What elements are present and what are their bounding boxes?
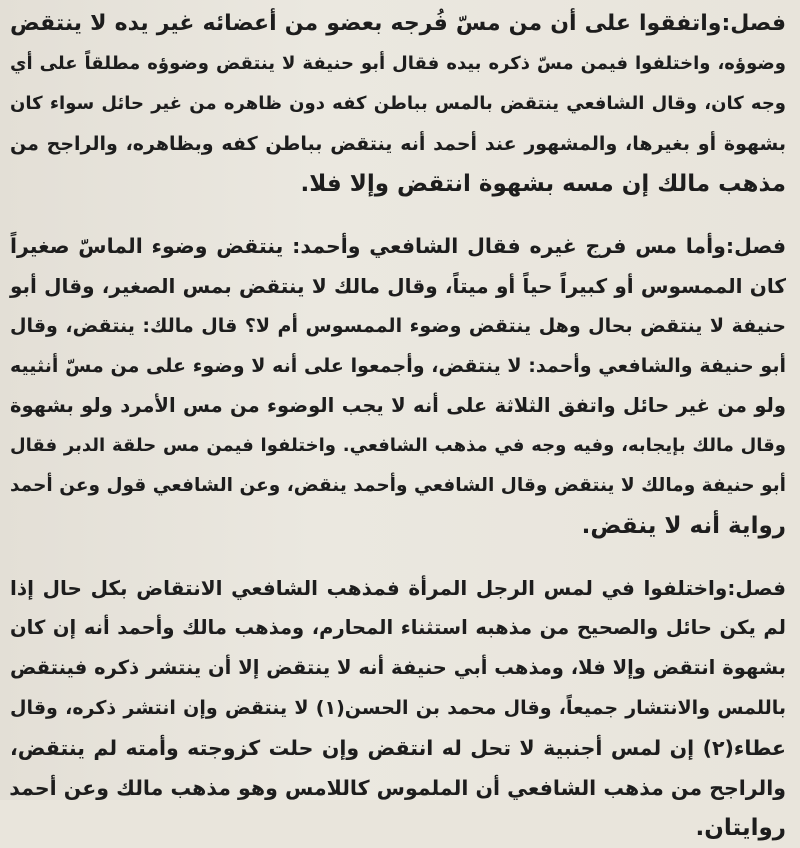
- line-text: وأما مس فرج غيره فقال الشافعي وأحمد: ينتقض وضوء الماسّ صغيراً: [10, 234, 726, 258]
- text-line: كان الممسوس أو كبيراً حياً أو ميتاً، وقال مالك لا ينتقض بمس الصغير، وقال أبو: [10, 274, 786, 298]
- text-line: حنيفة لا ينتقض بحال وهل ينتقض وضوء الممسوس أم لا؟ قال مالك: ينتقض، وقال: [10, 315, 786, 337]
- line-text: واختلفوا في لمس الرجل المرأة فمذهب الشافعي الانتقاض بكل حال إذا: [10, 576, 728, 600]
- section-paragraph-3: [10, 568, 786, 848]
- section-heading: فصل:: [725, 234, 786, 258]
- text-line: روايتان.: [695, 815, 786, 841]
- text-line: وقال مالك بإيجابه، وفيه وجه في مذهب الشافعي. واختلفوا فيمن مس حلقة الدبر فقال: [10, 435, 786, 456]
- text-line: وجه كان، وقال الشافعي ينتقض بالمس بباطن كفه دون ظاهره من غير حائل سواء كان: [10, 93, 786, 114]
- text-line: وضوؤه، واختلفوا فيمن مسّ ذكره بيده فقال أبو حنيفة لا ينتقض وضوؤه مطلقاً على أي: [10, 53, 786, 74]
- text-line: عطاء(٢) إن لمس أجنبية لا تحل له انتقض وإن حلت كزوجته وأمته لم ينتقض،: [10, 736, 786, 760]
- section-paragraph-1: [10, 4, 786, 204]
- text-line: مذهب مالك إن مسه بشهوة انتقض وإلا فلا.: [300, 171, 786, 197]
- text-line: [10, 226, 786, 266]
- text-line: ولو من غير حائل واتفق الثلاثة على أنه لا يجب الوضوء من مس الأمرد ولو بشهوة: [10, 394, 786, 417]
- section-heading: فصل:: [727, 576, 786, 600]
- text-line: رواية أنه لا ينقض.: [581, 513, 786, 539]
- line-text: واتفقوا على أن من مسّ فُرجه بعضو من أعضائه غير يده لا ينتقض: [10, 11, 722, 36]
- text-line: بشهوة أو بغيرها، والمشهور عند أحمد أنه ينتقض بباطن كفه وبظاهره، والراجح من: [10, 133, 786, 155]
- text-line: [10, 4, 786, 44]
- text-line: لم يكن حائل والصحيح من مذهبه استثناء المحارم، ومذهب مالك وأحمد أنه إن كان: [10, 616, 786, 639]
- text-line: باللمس والانتشار جميعاً، وقال محمد بن الحسن(١) لا ينتقض وإن انتشر ذكره، وقال: [10, 697, 786, 719]
- text-line: أبو حنيفة والشافعي وأحمد: لا ينتقض، وأجمعوا على أنه لا وضوء على من مسّ أنثييه: [10, 355, 786, 377]
- text-line: [10, 568, 786, 608]
- text-line: أبو حنيفة ومالك لا ينتقض وقال الشافعي وأحمد ينقض، وعن الشافعي قول وعن أحمد: [10, 475, 786, 496]
- section-heading: فصل:: [721, 11, 786, 36]
- text-line: بشهوة انتقض وإلا فلا، ومذهب أبي حنيفة أنه لا ينتقض إلا أن ينتشر ذكره فينتقض: [10, 656, 786, 679]
- section-paragraph-2: [10, 226, 786, 546]
- text-line: والراجح من مذهب الشافعي أن الملموس كاللامس وهو مذهب مالك وعن أحمد: [9, 776, 786, 800]
